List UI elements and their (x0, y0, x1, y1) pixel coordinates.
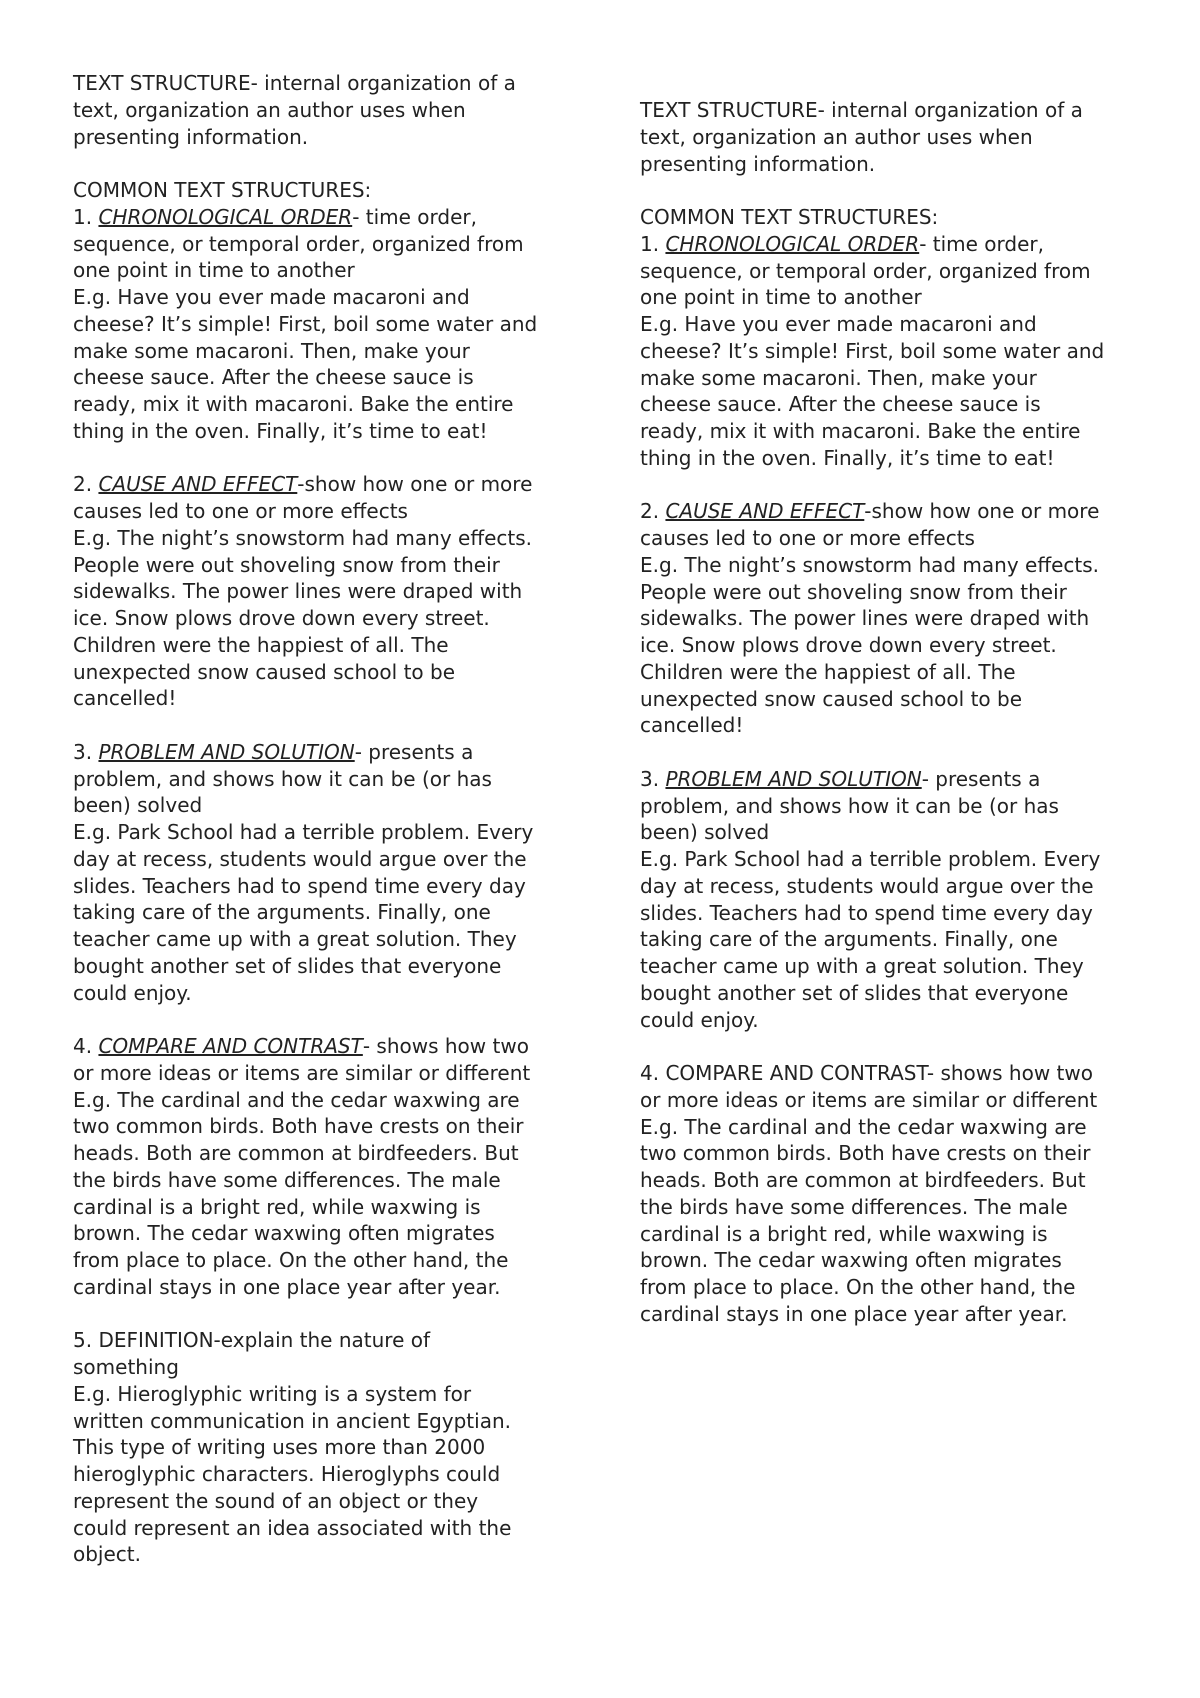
text-line: one point in time to another (640, 285, 922, 310)
text-line: ready, mix it with macaroni. Bake the entire (73, 392, 514, 416)
text-line: make some macaroni. Then, make your (640, 365, 1037, 390)
text-line: E.g. Have you ever made macaroni and (640, 312, 1037, 336)
text-line: or more ideas or items are similar or different (640, 1087, 1098, 1112)
text-line: Children were the happiest of all. The (73, 632, 449, 657)
text-line: slides. Teachers had to spend time every day (73, 873, 526, 898)
text-line: two common birds. Both have crests on their (73, 1114, 524, 1139)
text-line: cardinal stays in one place year after year. (73, 1274, 501, 1299)
text-line: two common birds. Both have crests on their (640, 1141, 1091, 1166)
intro-line: text, organization an author uses when (640, 124, 1033, 149)
text-line: cancelled! (73, 686, 177, 711)
cause-and-effect-section (640, 498, 1140, 739)
text-line: E.g. Park School had a terrible problem. Every (640, 847, 1101, 871)
text-line: heads. Both are common at birdfeeders. But (73, 1141, 519, 1165)
text-line: cheese sauce. After the cheese sauce is (640, 392, 1041, 417)
intro-line: text, organization an author uses when (73, 97, 466, 122)
text-line: cheese? It’s simple! First, boil some water and (73, 311, 538, 336)
text-line: or more ideas or items are similar or different (73, 1060, 531, 1085)
text-line: E.g. The night’s snowstorm had many effects. (73, 525, 533, 550)
text-line: make some macaroni. Then, make your (73, 338, 470, 363)
text-line: from place to place. On the other hand, the (73, 1248, 509, 1272)
text-line: represent the sound of an object or they (73, 1488, 479, 1513)
text-line: People were out shoveling snow from their (73, 552, 500, 577)
left-column (73, 70, 573, 1568)
text-line: unexpected snow caused school to be (640, 686, 1023, 711)
text-line: from place to place. On the other hand, the (640, 1275, 1076, 1299)
text-line: E.g. The cardinal and the cedar waxwing are (640, 1114, 1087, 1139)
section-title-line: 3. PROBLEM AND SOLUTION- presents a (73, 739, 474, 764)
text-line: the birds have some differences. The male (73, 1167, 501, 1192)
structure-term: CAUSE AND EFFECT (665, 499, 865, 524)
chronological-order-section (640, 231, 1140, 472)
section-title-line: 2. CAUSE AND EFFECT-show how one or more (640, 499, 1100, 524)
text-line: the birds have some differences. The male (640, 1194, 1068, 1219)
text-line: could represent an idea associated with the (73, 1515, 512, 1540)
text-line: cancelled! (640, 713, 744, 738)
text-line: taking care of the arguments. Finally, one (640, 927, 1058, 952)
text-line: ready, mix it with macaroni. Bake the entire (640, 419, 1081, 443)
text-line: cheese sauce. After the cheese sauce is (73, 365, 474, 390)
definition-section (73, 1327, 573, 1568)
text-line: E.g. Hieroglyphic writing is a system for (73, 1381, 472, 1406)
text-line: brown. The cedar waxwing often migrates (640, 1248, 1062, 1273)
section-title-line: 5. DEFINITION-explain the nature of (73, 1328, 431, 1353)
section-heading: COMMON TEXT STRUCTURES: (73, 178, 372, 202)
intro-line: presenting information. (640, 151, 876, 176)
structure-term: PROBLEM AND SOLUTION (665, 766, 922, 791)
section-title-line: 3. PROBLEM AND SOLUTION- presents a (640, 766, 1041, 791)
text-line: thing in the oven. Finally, it’s time to eat! (73, 418, 488, 443)
text-line: taking care of the arguments. Finally, one (73, 900, 491, 925)
section-title-line: 4. COMPARE AND CONTRAST- shows how two (73, 1034, 529, 1058)
text-line: slides. Teachers had to spend time every day (640, 900, 1093, 925)
text-line: been) solved (640, 820, 770, 845)
compare-and-contrast-section (640, 1060, 1140, 1328)
text-line: been) solved (73, 793, 203, 818)
text-line: E.g. The night’s snowstorm had many effects. (640, 552, 1100, 577)
text-line: teacher came up with a great solution. They (73, 927, 517, 951)
right-column (640, 97, 1140, 1328)
text-line: This type of writing uses more than 2000 (73, 1435, 486, 1460)
text-line: teacher came up with a great solution. They (640, 954, 1084, 978)
text-line: cheese? It’s simple! First, boil some water and (640, 338, 1105, 363)
section-title-line: 4. COMPARE AND CONTRAST- shows how two (640, 1061, 1093, 1085)
text-line: day at recess, students would argue over the (640, 873, 1094, 898)
cause-and-effect-section (73, 471, 573, 712)
text-line: People were out shoveling snow from their (640, 579, 1067, 604)
text-line: heads. Both are common at birdfeeders. But (640, 1168, 1086, 1192)
text-line: cardinal stays in one place year after year. (640, 1301, 1068, 1326)
text-line: one point in time to another (73, 258, 355, 283)
intro-line: TEXT STRUCTURE- internal organization of a (73, 71, 516, 95)
text-line: ice. Snow plows drove down every street. (73, 606, 490, 630)
section-title-line: 2. CAUSE AND EFFECT-show how one or more (73, 472, 533, 497)
structure-term: CHRONOLOGICAL ORDER (98, 204, 353, 229)
text-line: written communication in ancient Egyptian. (73, 1408, 511, 1433)
text-line: causes led to one or more effects (640, 526, 975, 550)
text-line: something (73, 1355, 179, 1379)
text-line: could enjoy. (640, 1007, 759, 1032)
text-line: sequence, or temporal order, organized from (73, 231, 524, 256)
structure-term: COMPARE AND CONTRAST (98, 1034, 363, 1058)
text-line: E.g. The cardinal and the cedar waxwing are (73, 1087, 520, 1112)
structure-term: PROBLEM AND SOLUTION (98, 739, 355, 764)
section-title-line: 1. CHRONOLOGICAL ORDER- time order, (640, 231, 1044, 256)
text-line: cardinal is a bright red, while waxwing is (73, 1194, 481, 1219)
problem-and-solution-section (640, 766, 1140, 1034)
structure-term: CAUSE AND EFFECT (98, 472, 298, 497)
text-line: problem, and shows how it can be (or has (73, 766, 492, 791)
text-line: object. (73, 1542, 141, 1567)
section-heading: COMMON TEXT STRUCTURES: (640, 205, 939, 229)
text-line: could enjoy. (73, 980, 192, 1005)
structure-term: CHRONOLOGICAL ORDER (665, 231, 920, 256)
text-line: E.g. Have you ever made macaroni and (73, 285, 470, 309)
intro-line: TEXT STRUCTURE- internal organization of a (640, 98, 1083, 122)
intro-definition (73, 70, 573, 150)
problem-and-solution-section (73, 739, 573, 1007)
text-line: sidewalks. The power lines were draped with (640, 606, 1090, 631)
text-line: bought another set of slides that everyone (73, 953, 502, 978)
intro-definition (640, 97, 1140, 177)
text-line: hieroglyphic characters. Hieroglyphs could (73, 1462, 501, 1486)
text-line: problem, and shows how it can be (or has (640, 793, 1059, 818)
text-line: sidewalks. The power lines were draped with (73, 579, 523, 604)
text-line: E.g. Park School had a terrible problem. Every (73, 820, 534, 844)
intro-line: presenting information. (73, 124, 309, 149)
text-line: sequence, or temporal order, organized from (640, 258, 1091, 283)
text-line: thing in the oven. Finally, it’s time to eat! (640, 445, 1055, 470)
text-line: Children were the happiest of all. The (640, 659, 1016, 684)
text-line: ice. Snow plows drove down every street. (640, 633, 1057, 657)
text-line: unexpected snow caused school to be (73, 659, 456, 684)
text-line: bought another set of slides that everyone (640, 980, 1069, 1005)
section-title-line: 1. CHRONOLOGICAL ORDER- time order, (73, 204, 477, 229)
compare-and-contrast-section (73, 1033, 573, 1301)
text-line: brown. The cedar waxwing often migrates (73, 1221, 495, 1246)
text-line: cardinal is a bright red, while waxwing is (640, 1221, 1048, 1246)
text-line: causes led to one or more effects (73, 499, 408, 523)
text-line: day at recess, students would argue over the (73, 846, 527, 871)
chronological-order-section (73, 204, 573, 445)
